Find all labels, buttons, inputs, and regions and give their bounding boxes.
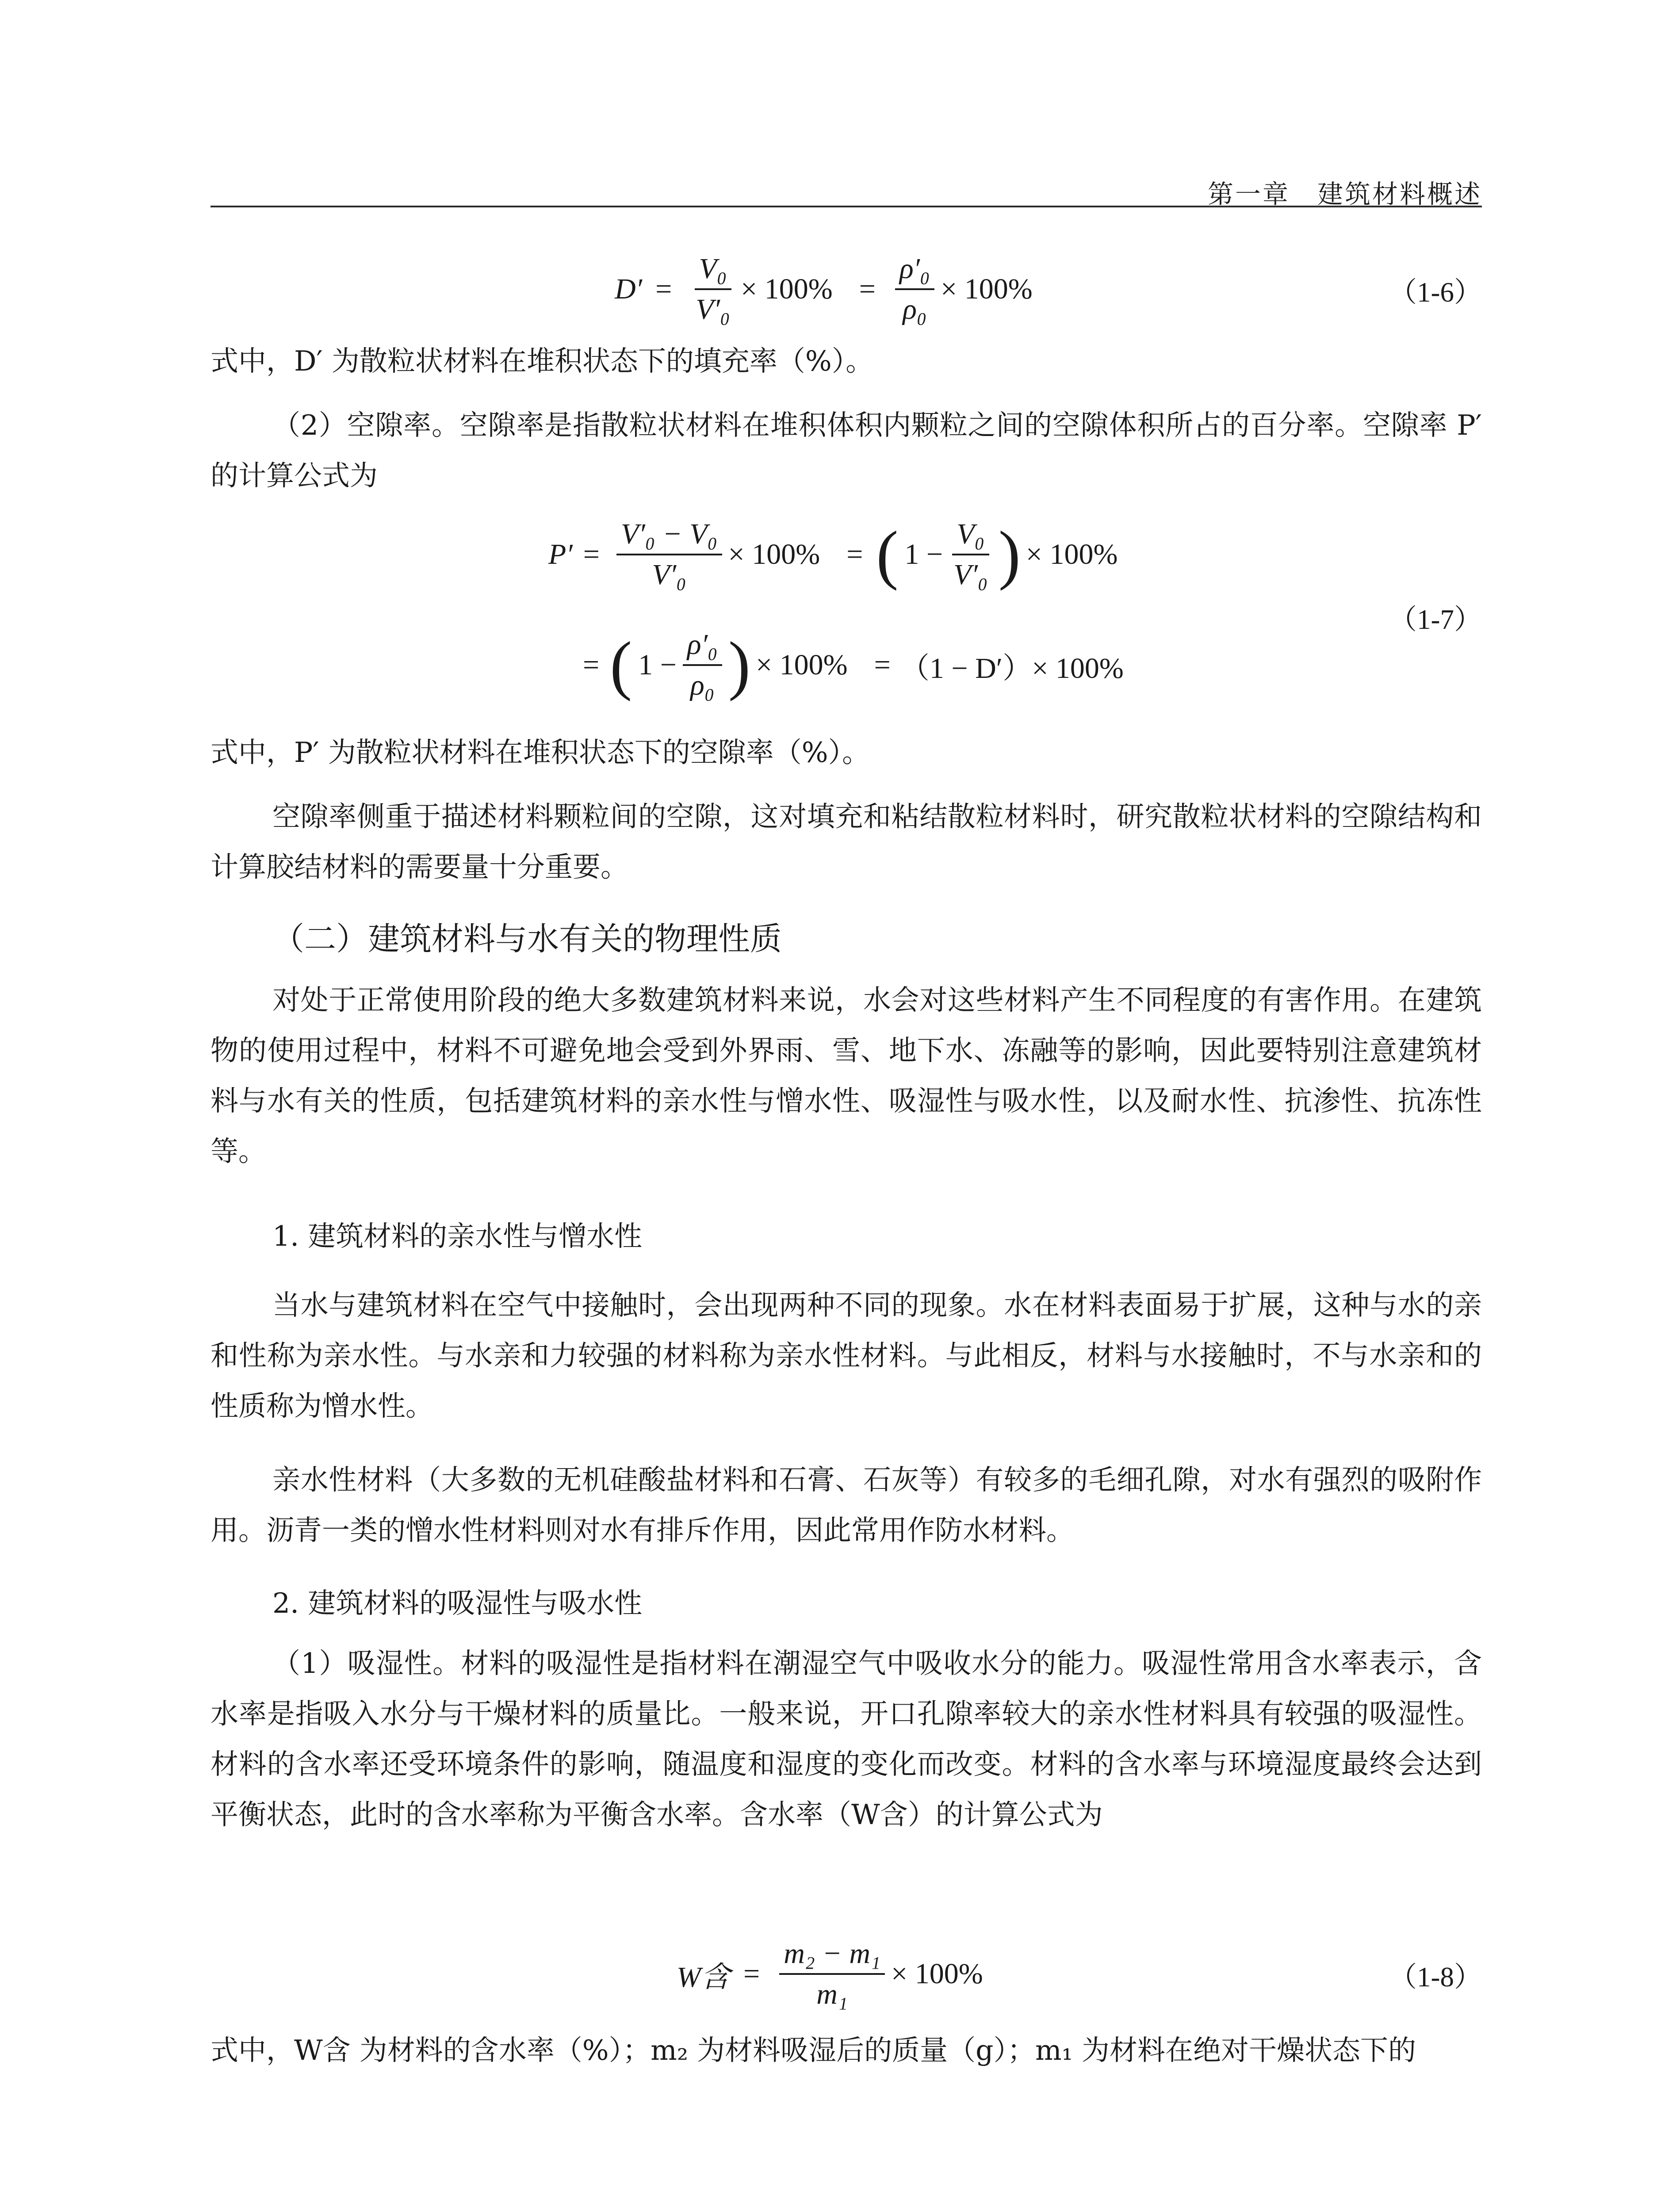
header-rule xyxy=(210,206,1482,207)
equation-1-7-line-2: = ( 1 − $\frac{\text{ρ′₀}}{\text{ρ₀}}$ ) × 100% = （1 − D′）× 100% xyxy=(583,628,1124,702)
chapter-header: 第一章 建筑材料概述 xyxy=(1207,179,1482,209)
eq-1-7-fraction-2: $\frac{\text{V₀}}{\text{V′₀}}$ xyxy=(949,517,992,592)
equation-1-8: W含 = $\frac{\text{m₂ − m₁}}{\text{m₁}}$ × 100% xyxy=(677,1937,983,2010)
subheading-2: 2. 建筑材料的吸湿性与吸水性 xyxy=(272,1587,643,1619)
eq-1-6-fraction-1: $\frac{\text{V₀}}{\text{V′₀}}$ xyxy=(691,252,735,326)
paragraph-1: 式中，D′ 为散粒状材料在堆积状态下的填充率（%）。 xyxy=(210,345,874,377)
paragraph-4: 空隙率侧重于描述材料颗粒间的空隙，这对填充和粘结散粒材料时，研究散粒状材料的空隙结构和计算胶结材料的需要量十分重要。 xyxy=(210,800,1482,883)
equation-1-6: D′ = $\frac{\text{V₀}}{\text{V′₀}}$ × 100% = $\frac{\text{ρ′₀}}{\text{ρ₀}}$ × 100% xyxy=(615,252,1033,325)
eq-1-7-fraction-1: $\frac{\text{V′₀ − V₀}}{\text{V′₀}}$ xyxy=(616,517,722,592)
subheading-1: 1. 建筑材料的亲水性与憎水性 xyxy=(272,1220,643,1252)
eq-1-7-fraction-3: $\frac{\text{ρ′₀}}{\text{ρ₀}}$ xyxy=(683,628,722,702)
eq-1-8-fraction: $\frac{\text{m₂ − m₁}}{\text{m₁}}$ xyxy=(779,1937,885,2011)
equation-number-1-6: （1-6） xyxy=(1389,277,1482,308)
paragraph-9: 式中，W含 为材料的含水率（%）；m₂ 为材料吸湿后的质量（g）；m₁ 为材料在绝对干燥状态下的 xyxy=(210,2034,1416,2066)
paragraph-5: 对处于正常使用阶段的绝大多数建筑材料来说，水会对这些材料产生不同程度的有害作用。在建筑物的使用过程中，材料不可避免地会受到外界雨、雪、地下水、冻融等的影响，因此要特别注意建筑材料与水有关的性质，包括建筑材料的亲水性与憎水性、吸湿性与吸水性，以及耐水性、抗渗性、抗冻性等。 xyxy=(210,984,1482,1167)
equation-number-1-7: （1-7） xyxy=(1389,604,1482,635)
section-heading-2: （二）建筑材料与水有关的物理性质 xyxy=(272,920,782,957)
eq-1-6-fraction-2: $\frac{\text{ρ′₀}}{\text{ρ₀}}$ xyxy=(895,252,934,326)
eq-1-6-lhs: D′ xyxy=(615,273,643,305)
paragraph-8: （1）吸湿性。材料的吸湿性是指材料在潮湿空气中吸收水分的能力。吸湿性常用含水率表示，含水率是指吸入水分与干燥材料的质量比。一般来说，开口孔隙率较大的亲水性材料具有较强的吸湿性。材料的含水率还受环境条件的影响，随温度和湿度的变化而改变。材料的含水率与环境湿度最终会达到平衡状态，此时的含水率称为平衡含水率。含水率（W含）的计算公式为 xyxy=(210,1647,1482,1831)
paragraph-7: 亲水性材料（大多数的无机硅酸盐材料和石膏、石灰等）有较多的毛细孔隙，对水有强烈的吸附作用。沥青一类的憎水性材料则对水有排斥作用，因此常用作防水材料。 xyxy=(210,1464,1482,1546)
equation-number-1-8: （1-8） xyxy=(1389,1962,1482,1993)
equation-1-7-line-1: P′ = $\frac{\text{V′₀ − V₀}}{\text{V′₀}}$ × 100% = ( 1 − $\frac{\text{V₀}}{\text{V′₀}}$ ) × 100% xyxy=(548,518,1118,591)
paragraph-2: （2）空隙率。空隙率是指散粒状材料在堆积体积内颗粒之间的空隙体积所占的百分率。空隙率 P′ 的计算公式为 xyxy=(210,409,1482,492)
paragraph-6: 当水与建筑材料在空气中接触时，会出现两种不同的现象。水在材料表面易于扩展，这种与水的亲和性称为亲水性。与水亲和力较强的材料称为亲水性材料。与此相反，材料与水接触时，不与水亲和的性质称为憎水性。 xyxy=(210,1289,1482,1422)
paragraph-3: 式中，P′ 为散粒状材料在堆积状态下的空隙率（%）。 xyxy=(210,736,870,769)
